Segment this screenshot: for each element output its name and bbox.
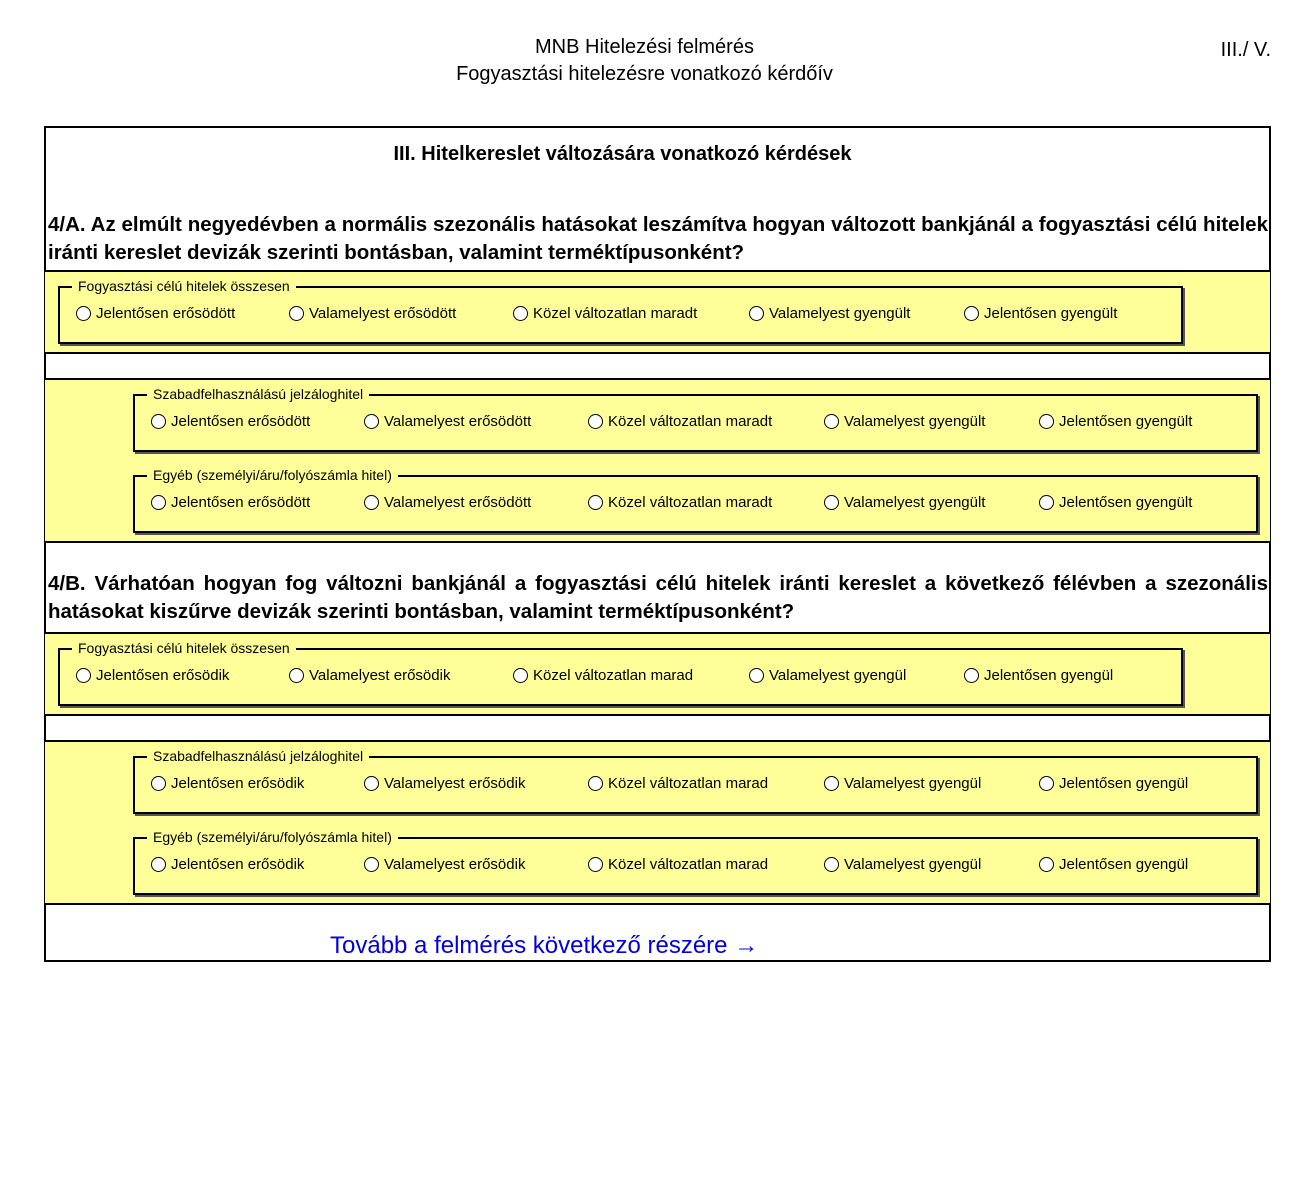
option-label: Valamelyest gyengült — [769, 305, 911, 322]
option-label: Közel változatlan maradt — [608, 494, 773, 511]
radio-button[interactable] — [513, 668, 528, 683]
option-4b-total-1[interactable] — [76, 667, 229, 684]
option-label: Jelentősen erősödött — [171, 494, 311, 511]
radio-button[interactable] — [824, 776, 839, 791]
radio-button[interactable] — [364, 495, 379, 510]
option-4b-other-3[interactable] — [588, 856, 768, 873]
option-label: Valamelyest gyengül — [844, 856, 982, 873]
radio-button[interactable] — [513, 306, 528, 321]
option-label: Valamelyest erősödött — [384, 494, 532, 511]
radio-button[interactable] — [1039, 495, 1054, 510]
radio-button[interactable] — [151, 495, 166, 510]
option-4b-other-2[interactable] — [364, 856, 525, 873]
option-4a-total-3[interactable] — [513, 305, 697, 322]
radio-button[interactable] — [749, 668, 764, 683]
option-label: Jelentősen gyengül — [1059, 775, 1189, 792]
radio-button[interactable] — [1039, 857, 1054, 872]
option-label: Jelentősen gyengült — [1059, 494, 1193, 511]
page-number: III./ V. — [1220, 39, 1271, 61]
option-4b-other-1[interactable] — [151, 856, 304, 873]
option-label: Valamelyest gyengült — [844, 413, 986, 430]
radio-button[interactable] — [289, 668, 304, 683]
option-4a-total-4[interactable] — [749, 305, 910, 322]
option-label: Közel változatlan maradt — [533, 305, 698, 322]
radio-button[interactable] — [289, 306, 304, 321]
option-label: Valamelyest gyengül — [844, 775, 982, 792]
group-4b-other — [133, 829, 1258, 895]
option-4b-total-5[interactable] — [964, 667, 1113, 684]
option-4b-total-4[interactable] — [749, 667, 906, 684]
option-4a-other-5[interactable] — [1039, 494, 1192, 511]
group-4a-mortgage — [133, 386, 1258, 452]
radio-button[interactable] — [364, 776, 379, 791]
band-4a-total — [45, 270, 1270, 354]
group-4b-mortgage — [133, 748, 1258, 814]
radio-button[interactable] — [588, 495, 603, 510]
option-label: Valamelyest erősödött — [309, 305, 457, 322]
option-4a-total-1[interactable] — [76, 305, 235, 322]
option-label: Jelentősen erősödik — [96, 667, 230, 684]
radio-button[interactable] — [1039, 414, 1054, 429]
next-section-link[interactable]: Tovább a felmérés következő részére → — [330, 932, 759, 959]
band-4b-total — [45, 632, 1270, 716]
option-label: Jelentősen gyengült — [984, 305, 1118, 322]
option-4a-mortgage-3[interactable] — [588, 413, 772, 430]
radio-button[interactable] — [364, 414, 379, 429]
question-4a: 4/A. Az elmúlt negyedévben a normális szezonális hatásokat leszámítva hogyan változott bankjánál a fogyasztási célú hitelek iránti kereslet devizák szerinti bontásban, valamint terméktípusonként? — [48, 213, 1268, 264]
legend-4a-other: Egyéb (személyi/áru/folyószámla hitel) — [147, 467, 398, 483]
option-4b-other-4[interactable] — [824, 856, 981, 873]
legend-4b-other: Egyéb (személyi/áru/folyószámla hitel) — [147, 829, 398, 845]
option-label: Közel változatlan marad — [533, 667, 694, 684]
band-4a-types — [45, 378, 1270, 543]
option-label: Jelentősen erősödik — [171, 775, 305, 792]
option-label: Valamelyest erősödik — [384, 775, 526, 792]
legend-4b-total: Fogyasztási célú hitelek összesen — [72, 640, 296, 656]
option-4a-other-3[interactable] — [588, 494, 772, 511]
option-label: Valamelyest erősödik — [384, 856, 526, 873]
option-label: Jelentősen erősödött — [171, 413, 311, 430]
option-label: Jelentősen gyengül — [984, 667, 1114, 684]
survey-subtitle: Fogyasztási hitelezésre vonatkozó kérdőív — [456, 63, 833, 85]
option-4b-other-5[interactable] — [1039, 856, 1188, 873]
option-4b-total-3[interactable] — [513, 667, 693, 684]
option-4a-mortgage-2[interactable] — [364, 413, 531, 430]
option-label: Jelentősen erősödött — [96, 305, 236, 322]
survey-title: MNB Hitelezési felmérés — [535, 36, 754, 58]
group-4a-other — [133, 467, 1258, 533]
radio-button[interactable] — [749, 306, 764, 321]
radio-button[interactable] — [964, 306, 979, 321]
option-4b-mortgage-1[interactable] — [151, 775, 304, 792]
option-label: Közel változatlan maradt — [608, 413, 773, 430]
option-4b-mortgage-4[interactable] — [824, 775, 981, 792]
radio-button[interactable] — [964, 668, 979, 683]
option-label: Valamelyest erősödött — [384, 413, 532, 430]
option-4a-other-2[interactable] — [364, 494, 531, 511]
question-4b: 4/B. Várhatóan hogyan fog változni bankjánál a fogyasztási célú hitelek iránti kereslet a következő félévben a szezonális hatásokat kiszűrve devizák szerinti bontásban, valamint terméktípusonként? — [48, 572, 1268, 623]
option-4a-mortgage-5[interactable] — [1039, 413, 1192, 430]
radio-button[interactable] — [824, 414, 839, 429]
option-4b-total-2[interactable] — [289, 667, 450, 684]
radio-button[interactable] — [151, 857, 166, 872]
group-4a-total — [58, 278, 1183, 344]
option-4b-mortgage-5[interactable] — [1039, 775, 1188, 792]
radio-button[interactable] — [364, 857, 379, 872]
option-4b-mortgage-3[interactable] — [588, 775, 768, 792]
option-4a-other-1[interactable] — [151, 494, 310, 511]
legend-4b-mortgage: Szabadfelhasználású jelzáloghitel — [147, 748, 369, 764]
legend-4a-mortgage: Szabadfelhasználású jelzáloghitel — [147, 386, 369, 402]
option-4a-total-2[interactable] — [289, 305, 456, 322]
section-title: III. Hitelkereslet változására vonatkozó kérdések — [393, 143, 852, 165]
radio-button[interactable] — [151, 414, 166, 429]
radio-button[interactable] — [824, 495, 839, 510]
option-label: Jelentősen erősödik — [171, 856, 305, 873]
option-label: Közel változatlan marad — [608, 775, 769, 792]
radio-button[interactable] — [151, 776, 166, 791]
option-4a-other-4[interactable] — [824, 494, 985, 511]
legend-4a-total: Fogyasztási célú hitelek összesen — [72, 278, 296, 294]
radio-button[interactable] — [588, 776, 603, 791]
option-label: Jelentősen gyengül — [1059, 856, 1189, 873]
radio-button[interactable] — [76, 306, 91, 321]
option-label: Valamelyest gyengült — [844, 494, 986, 511]
option-label: Jelentősen gyengült — [1059, 413, 1193, 430]
option-4a-mortgage-4[interactable] — [824, 413, 985, 430]
radio-button[interactable] — [76, 668, 91, 683]
radio-button[interactable] — [1039, 776, 1054, 791]
option-label: Valamelyest erősödik — [309, 667, 451, 684]
radio-button[interactable] — [588, 857, 603, 872]
band-4b-types — [45, 740, 1270, 905]
group-4b-total — [58, 640, 1183, 706]
option-4a-mortgage-1[interactable] — [151, 413, 310, 430]
radio-button[interactable] — [588, 414, 603, 429]
option-label: Közel változatlan marad — [608, 856, 769, 873]
option-4a-total-5[interactable] — [964, 305, 1117, 322]
option-4b-mortgage-2[interactable] — [364, 775, 525, 792]
option-label: Valamelyest gyengül — [769, 667, 907, 684]
radio-button[interactable] — [824, 857, 839, 872]
